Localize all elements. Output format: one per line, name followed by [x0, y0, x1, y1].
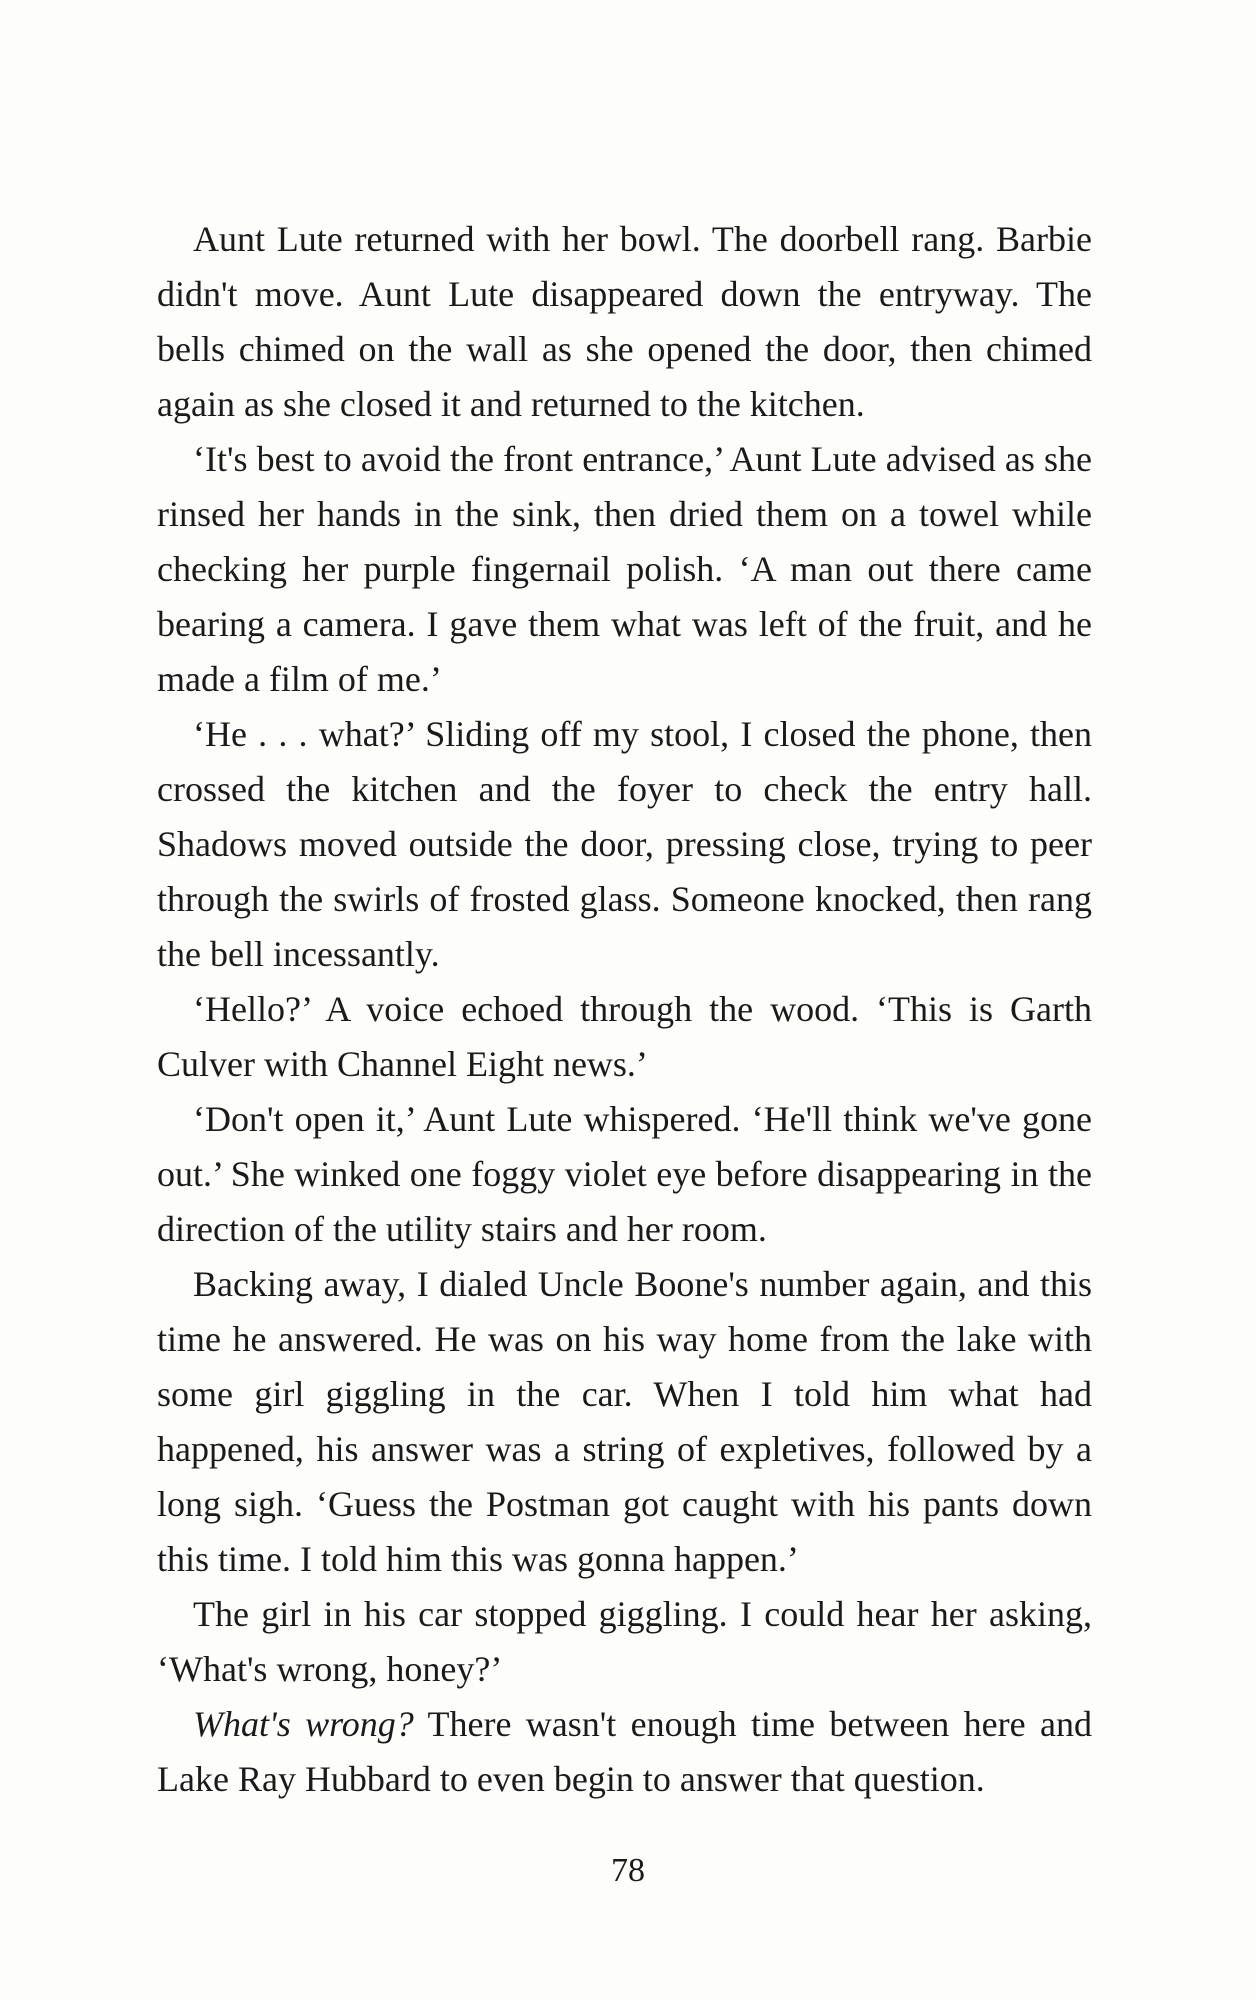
paragraph-4: ‘Hello?’ A voice echoed through the wood. ‘This is Garth Culver with Channel Eight news.’	[157, 989, 1092, 1084]
paragraph-5: ‘Don't open it,’ Aunt Lute whispered. ‘He'll think we've gone out.’ She winked one foggy violet eye before disappearing in the direction of the utility stairs and her room.	[157, 1099, 1092, 1249]
paragraph-8-rest: There wasn't enough time between here and Lake Ray Hubbard to even begin to answer that question.	[157, 1704, 1092, 1799]
paragraph-1: Aunt Lute returned with her bowl. The doorbell rang. Barbie didn't move. Aunt Lute disappeared down the entryway. The bells chimed on the wall as she opened the door, then chimed again as she closed it and returned to the kitchen.	[157, 219, 1092, 424]
page-number: 78	[611, 1852, 645, 1889]
paragraph-2: ‘It's best to avoid the front entrance,’ Aunt Lute advised as she rinsed her hands in the sink, then dried them on a towel while checking her purple fingernail polish. ‘A man out there came bearing a camera. I gave them what was left of the fruit, and he made a film of me.’	[157, 439, 1092, 699]
paragraph-6: Backing away, I dialed Uncle Boone's number again, and this time he answered. He was on his way home from the lake with some girl giggling in the car. When I told him what had happened, his answer was a string of expletives, followed by a long sigh. ‘Guess the Postman got caught with his pants down this time. I told him this was gonna happen.’	[157, 1264, 1092, 1579]
paragraph-8	[157, 1697, 1092, 1807]
paragraph-3: ‘He . . . what?’ Sliding off my stool, I closed the phone, then crossed the kitchen and the foyer to check the entry hall. Shadows moved outside the door, pressing close, trying to peer through the swirls of frosted glass. Someone knocked, then rang the bell incessantly.	[157, 714, 1092, 974]
body-text	[157, 212, 1092, 1807]
paragraph-7: The girl in his car stopped giggling. I could hear her asking, ‘What's wrong, honey?’	[157, 1594, 1092, 1689]
italic-lead: What's wrong?	[193, 1704, 414, 1744]
